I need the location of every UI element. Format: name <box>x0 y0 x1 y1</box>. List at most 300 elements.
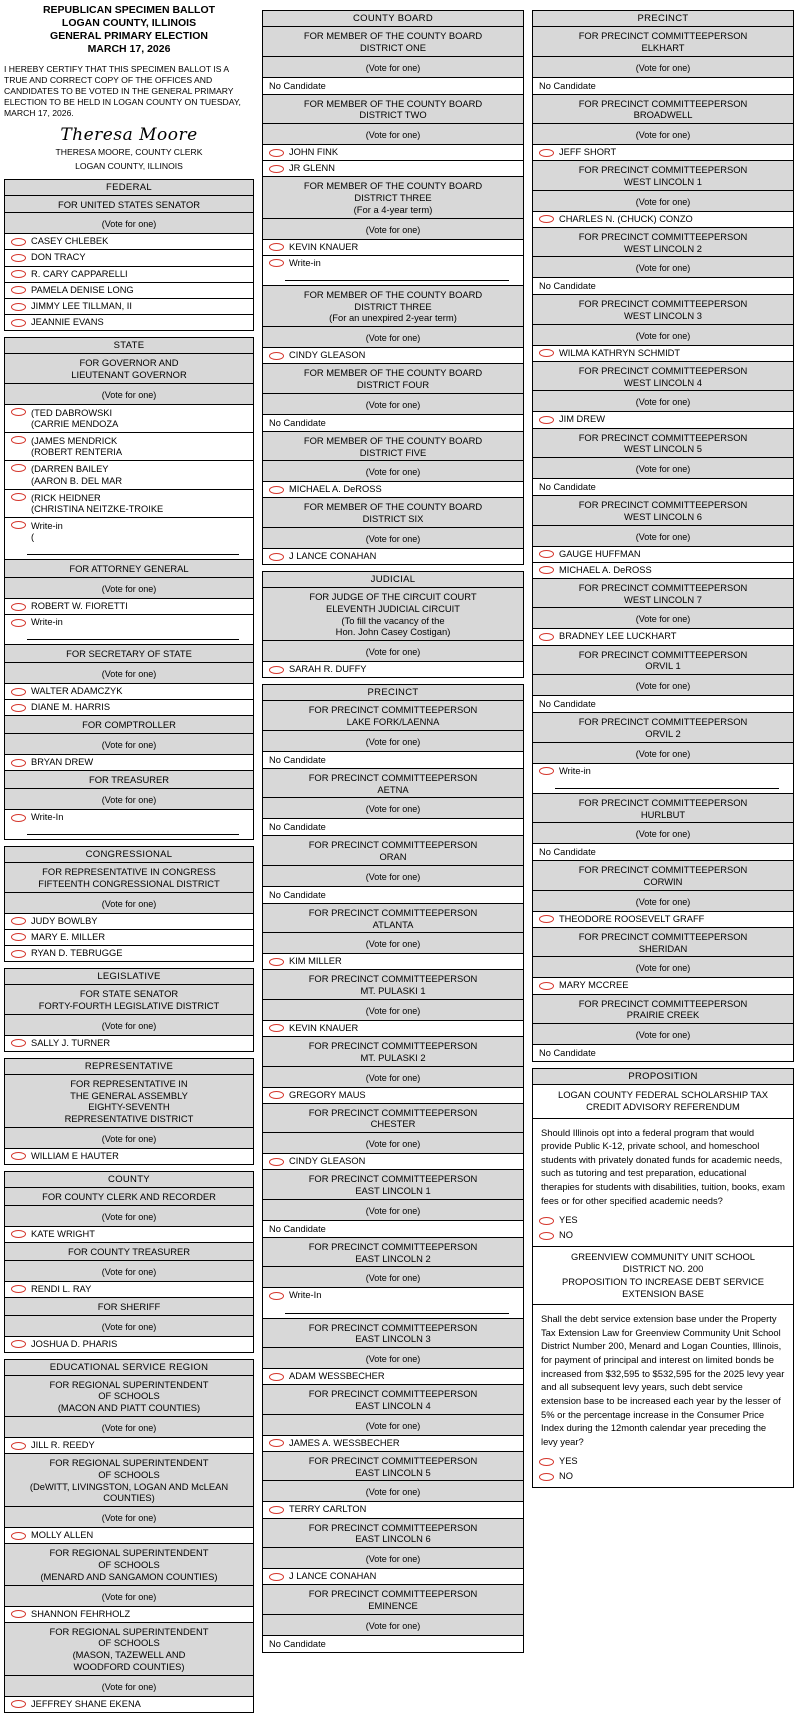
contest <box>4 1543 254 1622</box>
contest-title-line: FOR PRECINCT COMMITTEEPERSON <box>308 839 478 851</box>
vote-oval[interactable] <box>269 1506 284 1514</box>
candidate-list <box>263 1569 523 1584</box>
contest-title <box>263 1170 523 1200</box>
proposition-no-option[interactable] <box>533 1228 793 1243</box>
vote-instruction: (Vote for one) <box>5 893 253 914</box>
contest-title-line: FOR MEMBER OF THE COUNTY BOARD <box>303 180 483 192</box>
contest-list-representative <box>4 1074 254 1165</box>
candidate-list <box>263 482 523 497</box>
contest-title <box>5 196 253 214</box>
contest <box>262 1036 524 1104</box>
vote-oval[interactable] <box>539 349 554 357</box>
write-in-line[interactable] <box>27 834 239 835</box>
contest-title-line: LAKE FORK/LAENNA <box>346 716 440 727</box>
vote-oval[interactable] <box>539 550 554 558</box>
contest-title-line: FOR SECRETARY OF STATE <box>66 648 192 660</box>
contest <box>262 1237 524 1319</box>
candidate-option[interactable] <box>263 348 523 363</box>
certification-text: I HEREBY CERTIFY THAT THIS SPECIMEN BALLOT IS A TRUE AND CORRECT COPY OF THE OFFICES AND CANDIDATES TO BE VOTED IN THE GENERAL PRIMARY ELECTION TO BE HELD IN LOGAN COUNTY ON TUESDAY, MARCH 17, 2026. <box>4 63 241 119</box>
candidate-list <box>5 234 253 330</box>
candidate-name: MOLLY ALLEN <box>31 1530 94 1541</box>
candidate-option[interactable] <box>5 755 253 770</box>
proposition <box>532 1246 794 1488</box>
contest-title-line: WEST LINCOLN 7 <box>624 593 702 605</box>
contest-title <box>533 995 793 1025</box>
proposition-options <box>533 1452 793 1487</box>
vote-oval[interactable] <box>11 704 26 712</box>
write-in-line[interactable] <box>27 554 239 555</box>
candidate-name: (JAMES MENDRICK (ROBERT RENTERIA <box>31 436 123 458</box>
contest-title <box>533 95 793 125</box>
contest-list-state <box>4 353 254 840</box>
section-state: STATE <box>4 337 254 354</box>
candidate-name: MARY MCCREE <box>559 980 629 991</box>
contest-title-line: FOR PRECINCT COMMITTEEPERSON <box>308 1106 478 1118</box>
candidate-option[interactable] <box>5 1337 253 1352</box>
vote-oval[interactable] <box>11 1152 26 1160</box>
vote-oval[interactable] <box>11 688 26 696</box>
contest-title-line: FOR MEMBER OF THE COUNTY BOARD <box>303 434 483 446</box>
candidate-option[interactable] <box>5 946 253 961</box>
candidate-name: THEODORE ROOSEVELT GRAFF <box>559 913 705 924</box>
contest-title-line: CORWIN <box>643 876 683 887</box>
vote-oval[interactable] <box>11 254 26 262</box>
contest-list-precinct-col3 <box>532 26 794 1062</box>
candidate-option[interactable] <box>533 563 793 578</box>
contest-title <box>5 1298 253 1316</box>
write-in-option[interactable] <box>5 518 253 545</box>
candidate-list <box>533 145 793 160</box>
vote-instruction: (Vote for one) <box>5 1206 253 1227</box>
vote-instruction: (Vote for one) <box>5 789 253 810</box>
candidate-option[interactable] <box>263 1436 523 1451</box>
vote-oval[interactable] <box>11 436 26 444</box>
candidate-option[interactable] <box>263 1021 523 1036</box>
contest <box>262 431 524 499</box>
vote-oval[interactable] <box>539 416 554 424</box>
vote-instruction: (Vote for one) <box>533 325 793 346</box>
contest-title <box>263 1037 523 1067</box>
contest <box>4 1297 254 1353</box>
contest-list-legislative <box>4 984 254 1052</box>
no-candidate-text: No Candidate <box>533 844 793 860</box>
contest-title-line: (For an unexpired 2-year term) <box>329 312 457 324</box>
vote-oval[interactable] <box>269 486 284 494</box>
contest <box>532 227 794 296</box>
vote-instruction: (Vote for one) <box>263 1481 523 1502</box>
contest-list-federal <box>4 195 254 332</box>
contest <box>4 195 254 332</box>
vote-oval[interactable] <box>269 1024 284 1032</box>
vote-oval[interactable] <box>11 814 26 822</box>
candidate-list <box>5 684 253 715</box>
vote-instruction: (Vote for one) <box>533 124 793 145</box>
contest-title-line: FOR PRECINCT COMMITTEEPERSON <box>308 771 478 783</box>
candidate-name: GAUGE HUFFMAN <box>559 548 641 559</box>
contest-title-line: FOR PRECINCT COMMITTEEPERSON <box>578 230 748 242</box>
vote-oval[interactable] <box>539 767 554 775</box>
vote-instruction: (Vote for one) <box>5 1417 253 1438</box>
contest-title-line: (To fill the vacancy of the <box>341 614 445 626</box>
candidate-option[interactable] <box>263 1502 523 1517</box>
clerk-signature: Theresa Moore <box>60 125 198 146</box>
vote-instruction: (Vote for one) <box>5 1261 253 1282</box>
vote-instruction: (Vote for one) <box>263 57 523 78</box>
section-county: COUNTY <box>4 1171 254 1188</box>
candidate-option[interactable] <box>533 912 793 927</box>
candidate-name: RYAN D. TEBRUGGE <box>31 948 123 959</box>
vote-oval[interactable] <box>11 933 26 941</box>
candidate-option[interactable] <box>5 405 253 433</box>
candidate-list <box>5 1282 253 1297</box>
contest-title-line: WOODFORD COUNTIES) <box>73 1660 185 1672</box>
vote-oval[interactable] <box>539 633 554 641</box>
vote-instruction: (Vote for one) <box>5 578 253 599</box>
contest-title-line: FOR PRECINCT COMMITTEEPERSON <box>308 1173 478 1185</box>
candidate-option[interactable] <box>263 1369 523 1384</box>
contest-title <box>263 364 523 394</box>
contest-title-line: OF SCHOOLS <box>98 1390 160 1402</box>
vote-oval[interactable] <box>11 1700 26 1708</box>
contest-list-congressional <box>4 862 254 962</box>
vote-oval[interactable] <box>11 1340 26 1348</box>
vote-oval[interactable] <box>269 259 284 267</box>
candidate-option[interactable] <box>533 978 793 993</box>
contest-title-line: FOR SHERIFF <box>97 1300 161 1312</box>
candidate-name: DON TRACY <box>31 252 86 263</box>
no-candidate-text: No Candidate <box>263 78 523 94</box>
vote-oval[interactable] <box>539 1458 554 1466</box>
contest-title-line: FOR REPRESENTATIVE IN <box>70 1077 188 1089</box>
vote-oval[interactable] <box>11 1610 26 1618</box>
ballot-column-1 <box>4 4 254 1713</box>
candidate-list <box>5 1036 253 1051</box>
write-in-option[interactable] <box>263 256 523 271</box>
contest-title-line: WEST LINCOLN 2 <box>624 242 702 254</box>
vote-oval[interactable] <box>539 915 554 923</box>
proposition <box>532 1084 794 1247</box>
write-in-line[interactable] <box>285 1313 509 1314</box>
vote-oval[interactable] <box>269 1573 284 1581</box>
contest-title-line: ELKHART <box>641 41 685 53</box>
contest-title-line: (MACON AND PIATT COUNTIES) <box>57 1402 201 1414</box>
contest <box>4 984 254 1052</box>
contest <box>532 578 794 646</box>
contest <box>262 903 524 971</box>
candidate-option[interactable] <box>5 599 253 615</box>
clerk-name: THERESA MOORE, COUNTY CLERK <box>55 147 203 158</box>
vote-oval[interactable] <box>11 917 26 925</box>
contest-title-line: FOR PRECINCT COMMITTEEPERSON <box>308 1040 478 1052</box>
contest <box>262 969 524 1037</box>
candidate-option[interactable] <box>5 700 253 715</box>
vote-oval[interactable] <box>269 1373 284 1381</box>
candidate-option[interactable] <box>5 267 253 283</box>
option-label: NO <box>559 1471 573 1482</box>
no-candidate-text: No Candidate <box>533 278 793 294</box>
candidate-option[interactable] <box>263 549 523 564</box>
vote-oval[interactable] <box>11 1532 26 1540</box>
vote-oval[interactable] <box>269 1158 284 1166</box>
contest-title-line: FOR PRECINCT COMMITTEEPERSON <box>578 97 748 109</box>
vote-oval[interactable] <box>269 243 284 251</box>
vote-oval[interactable] <box>269 149 284 157</box>
vote-oval[interactable] <box>269 666 284 674</box>
candidate-option[interactable] <box>5 1697 253 1712</box>
contest <box>262 1169 524 1238</box>
candidate-option[interactable] <box>533 212 793 227</box>
candidate-list <box>533 696 793 712</box>
contest <box>262 176 524 286</box>
candidate-option[interactable] <box>5 299 253 315</box>
no-candidate-text: No Candidate <box>263 1221 523 1237</box>
vote-oval[interactable] <box>539 149 554 157</box>
candidate-option[interactable] <box>5 1282 253 1297</box>
candidate-list <box>5 914 253 961</box>
candidate-name: CASEY CHLEBEK <box>31 236 109 247</box>
contest-title-line: FOR GOVERNOR AND <box>79 357 179 369</box>
vote-oval[interactable] <box>539 215 554 223</box>
candidate-list <box>533 547 793 578</box>
candidate-option[interactable] <box>263 1569 523 1584</box>
vote-oval[interactable] <box>11 521 26 529</box>
candidate-option[interactable] <box>5 490 253 518</box>
contest-title-line: FOR MEMBER OF THE COUNTY BOARD <box>303 97 483 109</box>
contest-title-line: COUNTIES) <box>103 1492 155 1504</box>
header-line-1: REPUBLICAN SPECIMEN BALLOT <box>42 4 216 16</box>
contest-title-line: DISTRICT ONE <box>360 41 426 53</box>
contest-title-line: FOR MEMBER OF THE COUNTY BOARD <box>303 288 483 300</box>
candidate-name: MICHAEL A. DeROSS <box>289 484 382 495</box>
vote-oval[interactable] <box>11 1442 26 1450</box>
contest-title-line: EIGHTY-SEVENTH <box>88 1101 170 1113</box>
candidate-name: ROBERT W. FIORETTI <box>31 601 128 612</box>
contest-title-line: FOR COUNTY CLERK AND RECORDER <box>42 1191 216 1203</box>
vote-oval[interactable] <box>539 1232 554 1240</box>
candidate-option[interactable] <box>533 412 793 427</box>
candidate-option[interactable] <box>5 1528 253 1543</box>
candidate-option[interactable] <box>263 1154 523 1169</box>
candidate-name: ADAM WESSBECHER <box>289 1371 385 1382</box>
vote-oval[interactable] <box>269 1091 284 1099</box>
contest-title <box>263 95 523 125</box>
candidate-option[interactable] <box>5 250 253 266</box>
vote-oval[interactable] <box>269 352 284 360</box>
vote-oval[interactable] <box>269 958 284 966</box>
write-in-option[interactable] <box>5 810 253 825</box>
write-in-line[interactable] <box>285 280 509 281</box>
candidate-list <box>5 1149 253 1164</box>
candidate-option[interactable] <box>5 461 253 489</box>
vote-instruction: (Vote for one) <box>533 57 793 78</box>
contest <box>262 1584 524 1653</box>
candidate-option[interactable] <box>5 315 253 330</box>
vote-oval[interactable] <box>11 408 26 416</box>
contest-title-line: FOR MEMBER OF THE COUNTY BOARD <box>303 501 483 513</box>
vote-oval[interactable] <box>11 603 26 611</box>
candidate-list <box>263 240 523 281</box>
contest-title-line: FOR PRECINCT COMMITTEEPERSON <box>578 298 748 310</box>
candidate-option[interactable] <box>5 283 253 299</box>
vote-oval[interactable] <box>539 566 554 574</box>
vote-instruction: (Vote for one) <box>533 743 793 764</box>
vote-oval[interactable] <box>11 286 26 294</box>
write-in-label: Write-In <box>289 1290 322 1301</box>
candidate-option[interactable] <box>5 930 253 946</box>
section-precinct: PRECINCT <box>262 684 524 701</box>
contest <box>4 715 254 771</box>
write-in-option[interactable] <box>5 615 253 630</box>
contest-title-line: PRAIRIE CREEK <box>626 1009 700 1021</box>
vote-oval[interactable] <box>539 1473 554 1481</box>
no-candidate-text: No Candidate <box>533 696 793 712</box>
vote-oval[interactable] <box>269 1292 284 1300</box>
vote-oval[interactable] <box>11 238 26 246</box>
vote-oval[interactable] <box>11 950 26 958</box>
candidate-option[interactable] <box>5 1607 253 1622</box>
candidate-option[interactable] <box>533 629 793 644</box>
candidate-option[interactable] <box>263 161 523 176</box>
vote-instruction: (Vote for one) <box>533 823 793 844</box>
vote-instruction: (Vote for one) <box>263 933 523 954</box>
contest-title-line: FOR REGIONAL SUPERINTENDENT <box>49 1457 209 1469</box>
contest-title <box>533 27 793 57</box>
vote-instruction: (Vote for one) <box>263 528 523 549</box>
vote-instruction: (Vote for one) <box>263 1133 523 1154</box>
contest <box>4 1453 254 1544</box>
candidate-name: J LANCE CONAHAN <box>289 1571 377 1581</box>
vote-oval[interactable] <box>539 1217 554 1225</box>
candidate-option[interactable] <box>263 482 523 497</box>
candidate-option[interactable] <box>533 346 793 361</box>
contest-title <box>533 713 793 743</box>
vote-oval[interactable] <box>11 270 26 278</box>
contest-title <box>263 1519 523 1549</box>
contest-title <box>533 295 793 325</box>
contest <box>262 1103 524 1171</box>
contest <box>262 1384 524 1452</box>
candidate-option[interactable] <box>263 240 523 256</box>
contest-title <box>5 1544 253 1585</box>
candidate-name: JEFFREY SHANE EKENA <box>31 1698 141 1709</box>
candidate-option[interactable] <box>5 1149 253 1164</box>
contest-title-line: LIEUTENANT GOVERNOR <box>71 368 187 380</box>
candidate-list <box>533 278 793 294</box>
candidate-option[interactable] <box>533 145 793 160</box>
vote-oval[interactable] <box>11 1039 26 1047</box>
contest <box>262 497 524 565</box>
vote-oval[interactable] <box>11 319 26 327</box>
candidate-option[interactable] <box>5 1227 253 1242</box>
contest-title <box>5 1243 253 1261</box>
candidate-option[interactable] <box>263 1088 523 1103</box>
vote-oval[interactable] <box>11 464 26 472</box>
proposition-yes-option[interactable] <box>533 1213 793 1228</box>
contest-title-line: (DeWITT, LIVINGSTON, LOGAN AND McLEAN <box>29 1480 229 1492</box>
candidate-option[interactable] <box>5 234 253 250</box>
no-candidate-text: No Candidate <box>263 819 523 835</box>
proposition-text: Should Illinois opt into a federal program that would provide Public K-12, private school, and homeschool students with privately donated funds for academic needs, such as tutoring and test preparation, educational therapies for students with disabilities, tuition, books, exam fees or for other specified academic needs? <box>541 1126 785 1206</box>
contest-title <box>5 354 253 384</box>
vote-oval[interactable] <box>11 303 26 311</box>
contest-title-line: HURLBUT <box>640 808 686 820</box>
candidate-list <box>533 978 793 993</box>
contest <box>532 495 794 579</box>
contest-title-line: FOR PRECINCT COMMITTEEPERSON <box>308 1321 478 1333</box>
vote-oval[interactable] <box>269 165 284 173</box>
vote-instruction: (Vote for one) <box>533 191 793 212</box>
contest-title <box>263 588 523 641</box>
candidate-list <box>5 599 253 640</box>
candidate-option[interactable] <box>263 954 523 969</box>
contest-title <box>5 1188 253 1206</box>
contest-title <box>5 716 253 734</box>
candidate-name: RENDI L. RAY <box>31 1283 92 1294</box>
contest-title-line: FOR PRECINCT COMMITTEEPERSON <box>308 1588 478 1600</box>
contest-title-line: FOR PRECINCT COMMITTEEPERSON <box>578 499 748 511</box>
candidate-option[interactable] <box>5 433 253 461</box>
write-in-option[interactable] <box>263 1288 523 1303</box>
vote-oval[interactable] <box>539 982 554 990</box>
proposition-yes-option[interactable] <box>533 1454 793 1469</box>
candidate-list <box>5 810 253 835</box>
contest-title <box>5 771 253 789</box>
candidate-option[interactable] <box>5 914 253 930</box>
contest <box>262 587 524 678</box>
contest-title-line: FOR PRECINCT COMMITTEEPERSON <box>578 997 748 1009</box>
no-candidate-text: No Candidate <box>533 78 793 94</box>
vote-oval[interactable] <box>11 619 26 627</box>
contest <box>532 860 794 928</box>
section-educational-service-region: EDUCATIONAL SERVICE REGION <box>4 1359 254 1376</box>
candidate-list <box>533 346 793 361</box>
vote-oval[interactable] <box>11 493 26 501</box>
candidate-option[interactable] <box>5 684 253 700</box>
candidate-name: JEANNIE EVANS <box>31 317 104 328</box>
vote-oval[interactable] <box>11 759 26 767</box>
vote-instruction: (Vote for one) <box>5 663 253 684</box>
contest-title <box>533 228 793 258</box>
vote-oval[interactable] <box>269 553 284 561</box>
vote-oval[interactable] <box>11 1230 26 1238</box>
contest-title-line: FOR COUNTY TREASURER <box>67 1245 191 1257</box>
vote-oval[interactable] <box>269 1439 284 1447</box>
contest-title-line: OF SCHOOLS <box>98 1468 160 1480</box>
candidate-option[interactable] <box>5 1438 253 1453</box>
contest-title-line: MT. PULASKI 2 <box>360 1051 426 1063</box>
candidate-name: KEVIN KNAUER <box>289 1022 359 1033</box>
vote-instruction: (Vote for one) <box>5 384 253 405</box>
header-line-2: LOGAN COUNTY, ILLINOIS <box>61 17 197 30</box>
candidate-option[interactable] <box>263 662 523 677</box>
contest-list-county <box>4 1187 254 1353</box>
vote-instruction: (Vote for one) <box>533 391 793 412</box>
vote-instruction: (Vote for one) <box>533 891 793 912</box>
write-in-option[interactable] <box>533 764 793 779</box>
vote-instruction: (Vote for one) <box>533 257 793 278</box>
write-in-line[interactable] <box>555 788 779 789</box>
contest <box>532 793 794 862</box>
candidate-name: KATE WRIGHT <box>31 1228 95 1239</box>
candidate-option[interactable] <box>263 145 523 161</box>
proposition-no-option[interactable] <box>533 1469 793 1484</box>
candidate-list <box>5 405 253 556</box>
candidate-option[interactable] <box>533 547 793 563</box>
candidate-list <box>533 844 793 860</box>
candidate-option[interactable] <box>5 1036 253 1051</box>
write-in-line[interactable] <box>27 639 239 640</box>
vote-oval[interactable] <box>11 1285 26 1293</box>
